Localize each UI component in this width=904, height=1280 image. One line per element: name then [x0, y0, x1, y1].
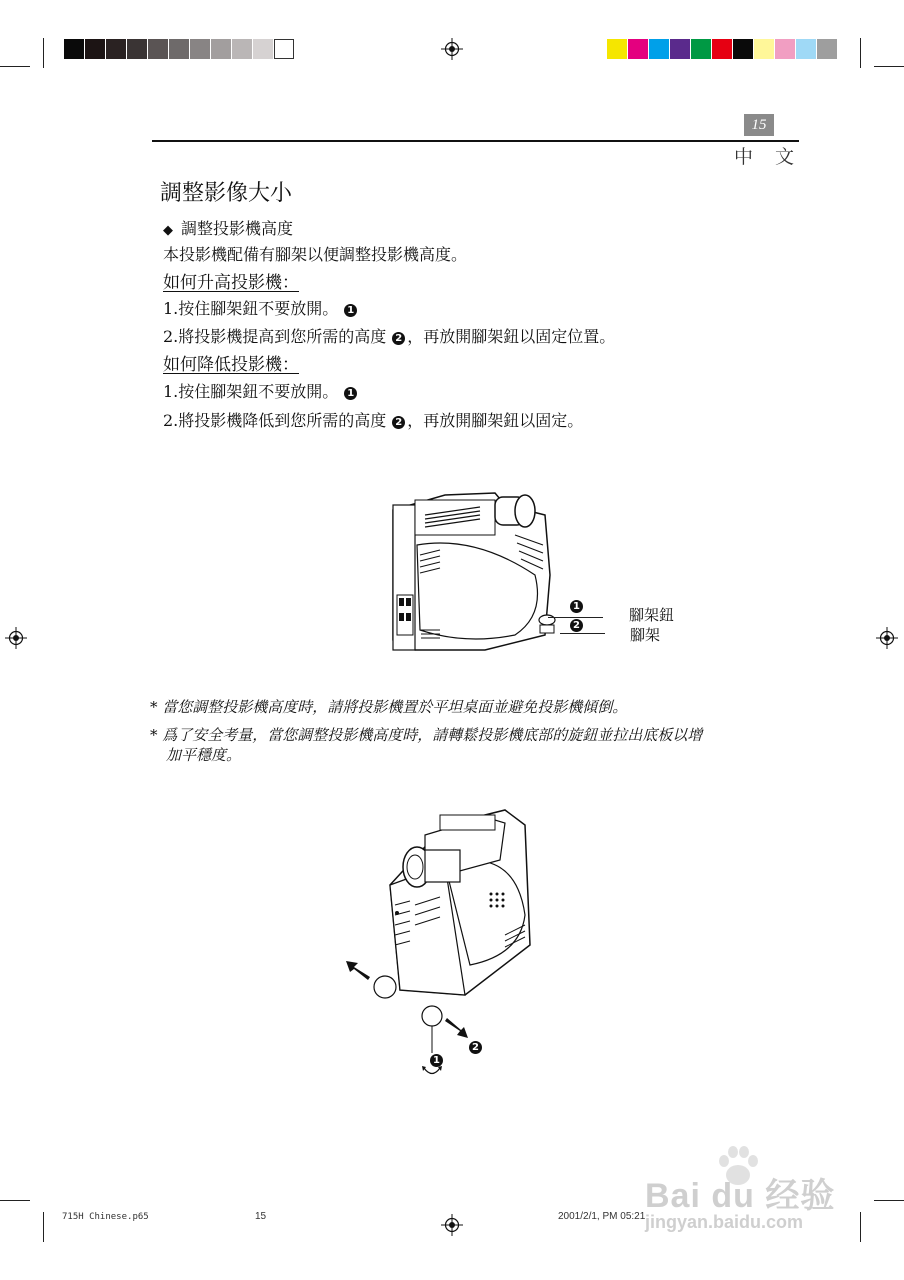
footer-filename: 715H Chinese.p65 [62, 1212, 149, 1222]
step-marker-1: 1 [344, 304, 357, 317]
color-swatch [775, 39, 795, 59]
registration-mark-icon [876, 627, 898, 649]
color-swatch [64, 39, 84, 59]
color-swatch [754, 39, 774, 59]
step-marker-1: 1 [344, 387, 357, 400]
footer-datetime: 2001/2/1, PM 05:21 [558, 1211, 646, 1222]
color-swatch [232, 39, 252, 59]
color-swatch [127, 39, 147, 59]
color-swatch [607, 39, 627, 59]
registration-mark-icon [5, 627, 27, 649]
color-swatch [670, 39, 690, 59]
header-rule [152, 140, 799, 142]
crop-mark [860, 38, 861, 68]
lower-heading: 如何降低投影機： [163, 355, 299, 375]
callout-line-foot [560, 633, 605, 634]
color-swatch [211, 39, 231, 59]
crop-mark [874, 66, 904, 67]
diamond-bullet-icon: ◆ [163, 223, 173, 238]
color-swatch [733, 39, 753, 59]
color-swatch [85, 39, 105, 59]
registration-mark-icon [441, 1214, 463, 1236]
figure2-marker-2: 2 [469, 1041, 482, 1054]
color-swatch [106, 39, 126, 59]
color-swatch [691, 39, 711, 59]
raise-heading: 如何升高投影機： [163, 273, 299, 293]
figure1-marker-2: 2 [570, 619, 583, 632]
crop-mark [0, 1200, 30, 1201]
color-swatch [148, 39, 168, 59]
lower-step-2: 2.將投影機降低到您所需的高度 2 ，再放開腳架鈕以固定。 [163, 411, 584, 430]
projector-side-illustration [385, 485, 560, 655]
section-heading: ◆ 調整投影機高度 [163, 219, 294, 238]
color-swatch [796, 39, 816, 59]
note-2-line-2: 加平穩度。 [166, 746, 242, 764]
color-swatch [712, 39, 732, 59]
crop-mark [874, 1200, 904, 1201]
callout-line-button [548, 617, 603, 618]
registration-mark-icon [441, 38, 463, 60]
label-foot-button: 腳架鈕 [629, 606, 675, 624]
intro-text: 本投影機配備有腳架以便調整投影機高度。 [163, 245, 468, 264]
color-swatch [169, 39, 189, 59]
crop-mark [43, 38, 44, 68]
note-2-line-1: * 爲了安全考量，當您調整投影機高度時，請轉鬆投影機底部的旋鈕並拉出底板以增 [150, 726, 703, 744]
adjustment-arrows-diagram [340, 955, 500, 1085]
color-swatch [253, 39, 273, 59]
watermark-brand: Bai du 经验 [645, 1177, 836, 1215]
page-number-box: 15 [744, 114, 774, 136]
raise-step-2: 2.將投影機提高到您所需的高度 2 ，再放開腳架鈕以固定位置。 [163, 327, 616, 346]
language-label: 中 文 [734, 146, 803, 168]
color-swatch [274, 39, 294, 59]
color-swatch [190, 39, 210, 59]
watermark-url: jingyan.baidu.com [645, 1212, 804, 1232]
figure1-marker-1: 1 [570, 600, 583, 613]
step-marker-2: 2 [392, 416, 405, 429]
color-swatch [817, 39, 837, 59]
figure2-marker-1: 1 [430, 1054, 443, 1067]
note-1: * 當您調整投影機高度時，請將投影機置於平坦桌面並避免投影機傾倒。 [150, 698, 628, 716]
crop-mark [43, 1212, 44, 1242]
label-foot: 腳架 [630, 626, 661, 644]
crop-mark [860, 1212, 861, 1242]
lower-step-1: 1.按住腳架鈕不要放開。 1 [163, 379, 357, 402]
color-swatch [649, 39, 669, 59]
step-marker-2: 2 [392, 332, 405, 345]
page-title: 調整影像大小 [160, 181, 293, 206]
footer-page: 15 [255, 1211, 267, 1222]
crop-mark [0, 66, 30, 67]
raise-step-1: 1.按住腳架鈕不要放開。 1 [163, 296, 357, 319]
color-swatch [628, 39, 648, 59]
